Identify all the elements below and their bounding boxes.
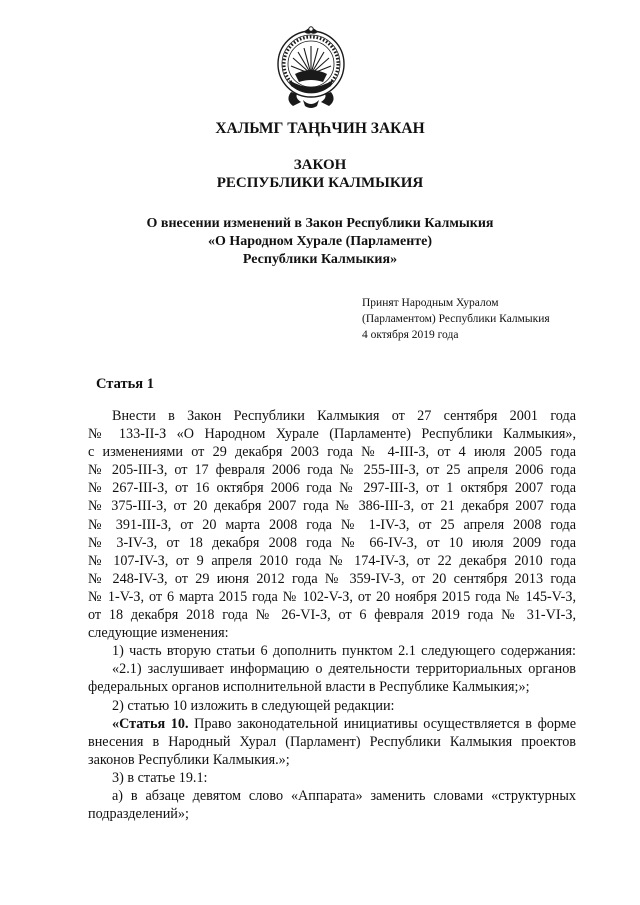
subject-line-3: Республики Калмыкия» [242,252,398,267]
text-line [88,715,576,733]
text-line: от 18 декабря 2018 года № 26-VI-З, от 6 февраля 2019 года № 31-VI-З, [88,607,576,624]
text-line: № 248-IV-З, от 29 июня 2012 года № 359-IV-З, от 20 сентября 2013 года [88,570,576,587]
text-line: № 267-III-З, от 16 октября 2006 года № 297-III-З, от 1 октября 2007 года [88,480,576,497]
article-10-text: Право законодательной инициативы осуществляется в форме [188,715,576,732]
text-line: № 391-III-З, от 20 марта 2008 года № 1-IV-З, от 25 апреля 2008 года [88,516,576,533]
text-line: с изменениями от 29 декабря 2003 года № 4-III-З, от 4 июля 2005 года [88,444,576,461]
text-line: внесения в Народный Хурал (Парламент) Республики Калмыкия проектов [88,733,576,750]
text-line: № 1-V-З, от 6 марта 2015 года № 102-V-З, от 20 ноября 2015 года № 145-V-З, [88,588,576,605]
text-line: № 375-III-З, от 20 декабря 2007 года № 386-III-З, от 21 декабря 2007 года [88,498,576,515]
subject-line-2: «О Народном Хурале (Парламенте) [207,234,433,249]
text-line: «2.1) заслушивает информацию о деятельности территориальных органов [112,661,576,678]
text-line: следующие изменения: [88,625,229,642]
adoption-line-2: (Парламентом) Республики Калмыкия [362,313,550,325]
coat-of-arms-emblem [273,20,349,112]
republic-title: РЕСПУБЛИКИ КАЛМЫКИЯ [216,175,424,191]
text-line: Внести в Закон Республики Калмыкия от 27 сентября 2001 года [112,408,576,424]
adoption-note [362,295,632,343]
article-10-label: «Статья 10. [112,715,189,732]
kalmyk-law-title: ХАЛЬМГ ТАҢҺЧИН ЗАКАН [215,120,425,137]
text-line: законов Республики Калмыкия.»; [88,751,290,768]
text-line: № 205-III-З, от 17 февраля 2006 года № 255-III-З, от 25 апреля 2006 года [88,462,576,479]
text-line: а) в абзаце девятом слово «Аппарата» заменить словами «структурных [112,787,576,804]
subject-line-1: О внесении изменений в Закон Республики Калмыкия [146,216,494,231]
text-line: подразделений»; [88,806,189,823]
law-title: ЗАКОН [293,157,347,173]
adoption-line-1: Принят Народным Хуралом [362,297,499,309]
text-line: 1) часть вторую статьи 6 дополнить пунктом 2.1 следующего содержания: [112,643,576,660]
text-line: федеральных органов исполнительной власти в Республике Калмыкия;»; [88,679,530,696]
article-heading: Статья 1 [96,376,154,392]
text-line: № 133-II-З «О Народном Хурале (Парламенте) Республики Калмыкия», [88,426,576,443]
text-line: № 107-IV-З, от 9 апреля 2010 года № 174-IV-З, от 22 декабря 2010 года [88,552,576,569]
text-line: № 3-IV-З, от 18 декабря 2008 года № 66-IV-З, от 10 июля 2009 года [88,534,576,551]
text-line: 2) статью 10 изложить в следующей редакции: [112,697,395,714]
adoption-line-3: 4 октября 2019 года [362,329,459,341]
text-line: 3) в статье 19.1: [112,769,208,786]
article-body [88,407,576,823]
